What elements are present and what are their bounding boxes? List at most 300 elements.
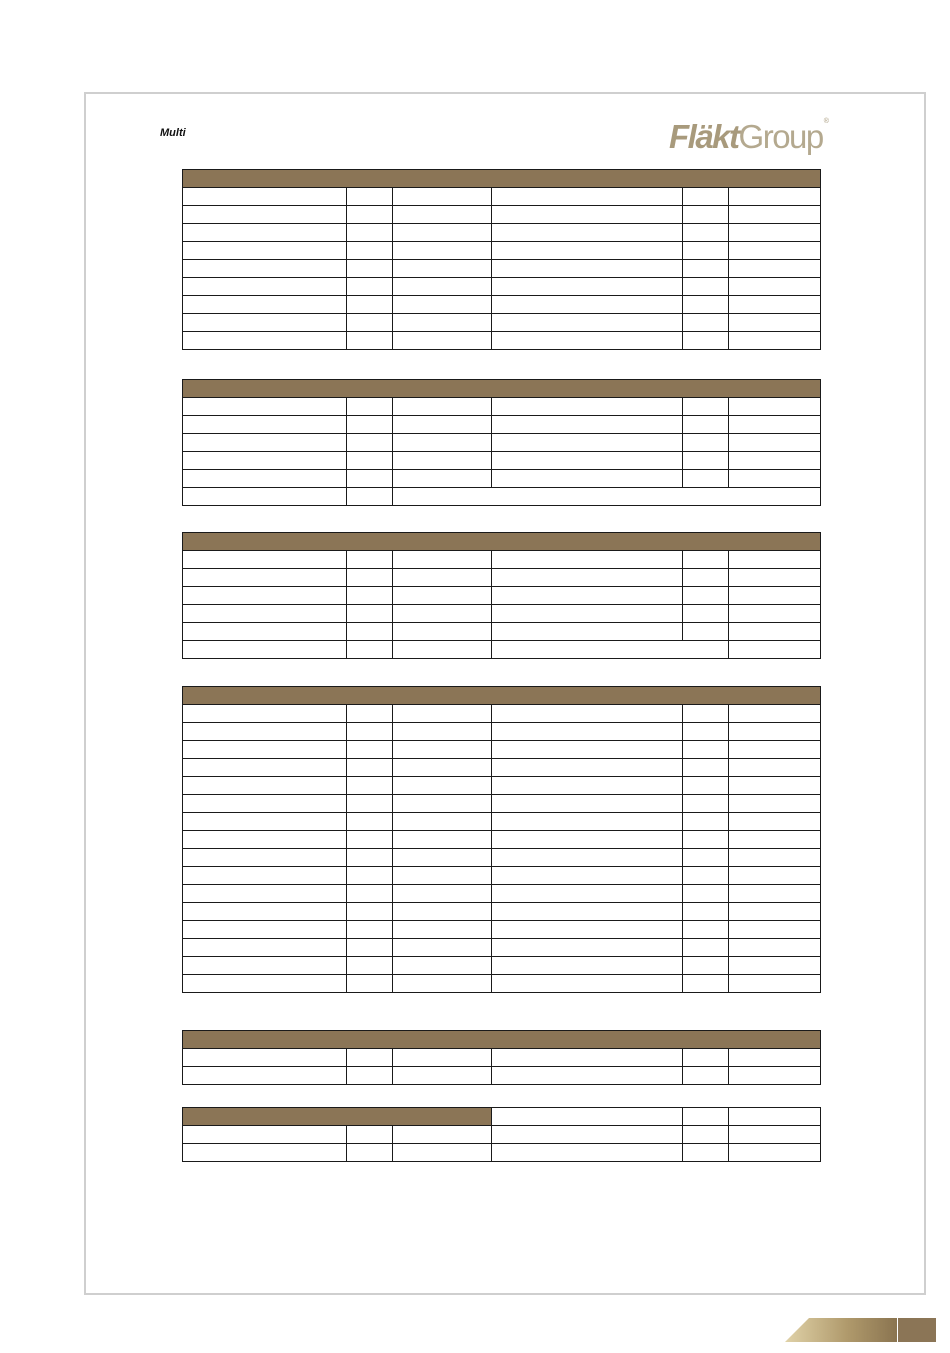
section-header-cell	[183, 1108, 492, 1126]
form-cell[interactable]	[729, 1049, 821, 1067]
form-cell[interactable]	[347, 470, 393, 488]
form-cell[interactable]	[183, 188, 347, 206]
form-row	[183, 296, 821, 314]
form-cell[interactable]	[347, 867, 393, 885]
form-cell[interactable]	[683, 278, 729, 296]
form-cell[interactable]	[492, 813, 683, 831]
form-cell[interactable]	[183, 705, 347, 723]
form-row	[183, 939, 821, 957]
form-cell[interactable]	[729, 777, 821, 795]
form-cell[interactable]	[183, 641, 347, 659]
form-cell[interactable]	[492, 416, 683, 434]
form-cell[interactable]	[729, 260, 821, 278]
form-cell[interactable]	[393, 957, 492, 975]
form-cell[interactable]	[492, 939, 683, 957]
form-cell[interactable]	[393, 587, 492, 605]
form-cell[interactable]	[347, 831, 393, 849]
form-cell[interactable]	[683, 723, 729, 741]
form-cell[interactable]	[683, 332, 729, 350]
form-cell[interactable]	[683, 1126, 729, 1144]
form-cell[interactable]	[347, 416, 393, 434]
form-cell[interactable]	[729, 759, 821, 777]
form-cell[interactable]	[393, 488, 821, 506]
form-cell[interactable]	[729, 705, 821, 723]
section-header-bar	[183, 533, 821, 551]
form-cell[interactable]	[393, 332, 492, 350]
form-cell[interactable]	[347, 332, 393, 350]
form-cell[interactable]	[683, 1144, 729, 1162]
form-cell[interactable]	[492, 623, 683, 641]
form-cell[interactable]	[683, 470, 729, 488]
form-cell[interactable]	[183, 206, 347, 224]
form-cell[interactable]	[393, 569, 492, 587]
form-cell[interactable]	[183, 1144, 347, 1162]
form-cell[interactable]	[492, 1049, 683, 1067]
form-row	[183, 741, 821, 759]
section-3-table	[182, 532, 821, 659]
form-cell[interactable]	[347, 723, 393, 741]
form-cell[interactable]	[492, 332, 683, 350]
section-header-bar	[183, 687, 821, 705]
form-row	[183, 921, 821, 939]
form-cell[interactable]	[729, 242, 821, 260]
form-cell[interactable]	[183, 975, 347, 993]
form-cell[interactable]	[393, 260, 492, 278]
form-cell[interactable]	[492, 242, 683, 260]
form-cell[interactable]	[347, 452, 393, 470]
logo-wordmark-light: Group	[738, 118, 823, 155]
form-cell[interactable]	[492, 903, 683, 921]
form-row	[183, 623, 821, 641]
form-cell[interactable]	[183, 957, 347, 975]
form-cell[interactable]	[393, 777, 492, 795]
form-cell[interactable]	[183, 569, 347, 587]
form-cell[interactable]	[393, 759, 492, 777]
page-corner-tab	[785, 1318, 897, 1342]
form-cell[interactable]	[729, 332, 821, 350]
form-cell[interactable]	[492, 551, 683, 569]
form-cell[interactable]	[347, 849, 393, 867]
section-6-table	[182, 1107, 821, 1162]
form-cell[interactable]	[347, 903, 393, 921]
form-cell[interactable]	[183, 470, 347, 488]
form-cell[interactable]	[492, 434, 683, 452]
form-cell[interactable]	[183, 867, 347, 885]
form-cell[interactable]	[492, 188, 683, 206]
form-cell[interactable]	[393, 623, 492, 641]
form-cell[interactable]	[729, 641, 821, 659]
form-cell[interactable]	[183, 759, 347, 777]
form-cell[interactable]	[393, 939, 492, 957]
form-cell[interactable]	[683, 903, 729, 921]
form-cell[interactable]	[347, 260, 393, 278]
form-cell[interactable]	[393, 224, 492, 242]
form-cell[interactable]	[393, 867, 492, 885]
form-cell[interactable]	[683, 242, 729, 260]
form-cell[interactable]	[347, 759, 393, 777]
section-4-table	[182, 686, 821, 993]
form-cell[interactable]	[683, 605, 729, 623]
form-cell[interactable]	[729, 296, 821, 314]
form-cell[interactable]	[683, 759, 729, 777]
form-cell[interactable]	[492, 723, 683, 741]
form-cell[interactable]	[347, 641, 393, 659]
form-cell[interactable]	[492, 278, 683, 296]
form-cell[interactable]	[492, 867, 683, 885]
form-cell[interactable]	[183, 921, 347, 939]
form-cell[interactable]	[683, 1067, 729, 1085]
section-header-bar	[183, 1108, 821, 1126]
form-cell[interactable]	[683, 551, 729, 569]
form-row	[183, 332, 821, 350]
form-row	[183, 957, 821, 975]
form-cell[interactable]	[492, 224, 683, 242]
section-header-cell	[183, 380, 821, 398]
form-cell[interactable]	[347, 488, 393, 506]
form-cell[interactable]	[683, 1049, 729, 1067]
form-row	[183, 795, 821, 813]
form-cell[interactable]	[347, 296, 393, 314]
form-row	[183, 278, 821, 296]
form-cell[interactable]	[183, 224, 347, 242]
logo-wordmark-bold: Fläkt	[669, 118, 739, 155]
form-row	[183, 1144, 821, 1162]
form-row	[183, 398, 821, 416]
form-cell[interactable]	[183, 296, 347, 314]
form-cell[interactable]	[183, 831, 347, 849]
form-cell[interactable]	[492, 795, 683, 813]
form-cell[interactable]	[492, 957, 683, 975]
form-row	[183, 488, 821, 506]
form-row	[183, 1049, 821, 1067]
form-cell[interactable]	[393, 242, 492, 260]
form-cell[interactable]	[393, 1049, 492, 1067]
form-cell[interactable]	[183, 332, 347, 350]
form-cell[interactable]	[729, 1108, 821, 1126]
form-cell[interactable]	[393, 795, 492, 813]
form-row	[183, 206, 821, 224]
form-cell[interactable]	[393, 813, 492, 831]
form-cell[interactable]	[492, 260, 683, 278]
form-cell[interactable]	[729, 939, 821, 957]
form-cell[interactable]	[183, 939, 347, 957]
form-cell[interactable]	[492, 885, 683, 903]
form-cell[interactable]	[183, 551, 347, 569]
form-row	[183, 569, 821, 587]
form-cell[interactable]	[683, 434, 729, 452]
form-cell[interactable]	[492, 206, 683, 224]
form-cell[interactable]	[183, 416, 347, 434]
form-cell[interactable]	[729, 1126, 821, 1144]
form-row	[183, 849, 821, 867]
form-cell[interactable]	[393, 921, 492, 939]
section-header-cell	[183, 1031, 821, 1049]
form-cell[interactable]	[683, 296, 729, 314]
form-cell[interactable]	[183, 795, 347, 813]
form-row	[183, 434, 821, 452]
form-cell[interactable]	[393, 641, 492, 659]
form-cell[interactable]	[393, 741, 492, 759]
form-cell[interactable]	[683, 939, 729, 957]
form-cell[interactable]	[492, 777, 683, 795]
form-cell[interactable]	[492, 921, 683, 939]
form-cell[interactable]	[683, 741, 729, 759]
form-cell[interactable]	[347, 1067, 393, 1085]
form-cell[interactable]	[347, 885, 393, 903]
form-cell[interactable]	[683, 260, 729, 278]
form-cell[interactable]	[393, 434, 492, 452]
form-cell[interactable]	[683, 705, 729, 723]
form-cell[interactable]	[683, 224, 729, 242]
form-row	[183, 903, 821, 921]
form-cell[interactable]	[393, 1067, 492, 1085]
form-cell[interactable]	[729, 470, 821, 488]
form-cell[interactable]	[393, 975, 492, 993]
form-cell[interactable]	[683, 849, 729, 867]
form-row	[183, 314, 821, 332]
form-cell[interactable]	[729, 957, 821, 975]
form-cell[interactable]	[729, 605, 821, 623]
form-cell[interactable]	[683, 957, 729, 975]
form-cell[interactable]	[347, 587, 393, 605]
form-row	[183, 416, 821, 434]
form-cell[interactable]	[492, 398, 683, 416]
form-row	[183, 605, 821, 623]
form-cell[interactable]	[729, 452, 821, 470]
form-cell[interactable]	[393, 470, 492, 488]
form-cell[interactable]	[729, 885, 821, 903]
form-cell[interactable]	[393, 206, 492, 224]
form-cell[interactable]	[729, 831, 821, 849]
form-cell[interactable]	[729, 795, 821, 813]
form-cell[interactable]	[347, 795, 393, 813]
form-cell[interactable]	[729, 741, 821, 759]
form-cell[interactable]	[347, 314, 393, 332]
form-cell[interactable]	[683, 1108, 729, 1126]
form-cell[interactable]	[393, 416, 492, 434]
form-cell[interactable]	[183, 849, 347, 867]
form-cell[interactable]	[393, 398, 492, 416]
form-cell[interactable]	[729, 416, 821, 434]
form-cell[interactable]	[183, 278, 347, 296]
form-row	[183, 885, 821, 903]
form-cell[interactable]	[393, 278, 492, 296]
form-cell[interactable]	[183, 260, 347, 278]
flaktgroup-logo	[669, 118, 829, 156]
form-cell[interactable]	[347, 278, 393, 296]
form-cell[interactable]	[492, 1067, 683, 1085]
form-row	[183, 551, 821, 569]
form-cell[interactable]	[729, 569, 821, 587]
form-cell[interactable]	[347, 813, 393, 831]
form-cell[interactable]	[492, 569, 683, 587]
form-cell[interactable]	[729, 975, 821, 993]
form-cell[interactable]	[683, 777, 729, 795]
form-cell[interactable]	[347, 206, 393, 224]
form-cell[interactable]	[183, 587, 347, 605]
section-2-table	[182, 379, 821, 506]
form-cell[interactable]	[683, 188, 729, 206]
form-cell[interactable]	[183, 777, 347, 795]
form-cell[interactable]	[183, 1126, 347, 1144]
form-cell[interactable]	[492, 296, 683, 314]
form-cell[interactable]	[492, 1144, 683, 1162]
form-cell[interactable]	[347, 777, 393, 795]
form-cell[interactable]	[183, 741, 347, 759]
form-cell[interactable]	[183, 488, 347, 506]
form-cell[interactable]	[393, 885, 492, 903]
form-row	[183, 723, 821, 741]
form-cell[interactable]	[492, 1108, 683, 1126]
form-cell[interactable]	[683, 867, 729, 885]
form-cell[interactable]	[347, 242, 393, 260]
form-cell[interactable]	[393, 1126, 492, 1144]
form-cell[interactable]	[683, 206, 729, 224]
form-row	[183, 867, 821, 885]
form-cell[interactable]	[683, 398, 729, 416]
form-cell[interactable]	[393, 1144, 492, 1162]
form-cell[interactable]	[183, 885, 347, 903]
form-cell[interactable]	[393, 605, 492, 623]
form-cell[interactable]	[393, 849, 492, 867]
document-label: Multi	[160, 127, 186, 139]
form-cell[interactable]	[492, 470, 683, 488]
form-cell[interactable]	[347, 623, 393, 641]
form-row	[183, 1067, 821, 1085]
form-cell[interactable]	[683, 975, 729, 993]
form-cell[interactable]	[183, 1049, 347, 1067]
form-cell[interactable]	[492, 1126, 683, 1144]
form-cell[interactable]	[492, 741, 683, 759]
form-cell[interactable]	[683, 831, 729, 849]
form-cell[interactable]	[492, 831, 683, 849]
form-cell[interactable]	[729, 278, 821, 296]
form-cell[interactable]	[492, 849, 683, 867]
form-cell[interactable]	[683, 452, 729, 470]
form-cell[interactable]	[183, 398, 347, 416]
form-row	[183, 777, 821, 795]
form-cell[interactable]	[729, 551, 821, 569]
form-row	[183, 587, 821, 605]
form-cell[interactable]	[729, 867, 821, 885]
form-row	[183, 260, 821, 278]
form-cell[interactable]	[683, 623, 729, 641]
form-cell[interactable]	[492, 705, 683, 723]
form-cell[interactable]	[683, 569, 729, 587]
form-cell[interactable]	[347, 188, 393, 206]
section-5-table	[182, 1030, 821, 1085]
form-cell[interactable]	[729, 921, 821, 939]
form-cell[interactable]	[492, 975, 683, 993]
form-cell[interactable]	[183, 434, 347, 452]
form-row	[183, 1126, 821, 1144]
form-cell[interactable]	[347, 551, 393, 569]
form-cell[interactable]	[393, 551, 492, 569]
form-cell[interactable]	[492, 314, 683, 332]
form-cell[interactable]	[347, 398, 393, 416]
form-cell[interactable]	[347, 605, 393, 623]
form-cell[interactable]	[683, 885, 729, 903]
form-cell[interactable]	[729, 1144, 821, 1162]
form-cell[interactable]	[393, 452, 492, 470]
form-cell[interactable]	[347, 1049, 393, 1067]
section-header-cell	[183, 533, 821, 551]
form-row	[183, 242, 821, 260]
form-cell[interactable]	[183, 452, 347, 470]
form-cell[interactable]	[347, 975, 393, 993]
form-cell[interactable]	[729, 188, 821, 206]
form-cell[interactable]	[393, 723, 492, 741]
form-cell[interactable]	[683, 921, 729, 939]
form-cell[interactable]	[729, 723, 821, 741]
form-cell[interactable]	[683, 416, 729, 434]
form-cell[interactable]	[683, 314, 729, 332]
form-cell[interactable]	[347, 1126, 393, 1144]
form-cell[interactable]	[729, 398, 821, 416]
form-cell[interactable]	[683, 795, 729, 813]
form-cell[interactable]	[729, 206, 821, 224]
form-cell[interactable]	[183, 623, 347, 641]
form-cell[interactable]	[347, 957, 393, 975]
form-cell[interactable]	[729, 813, 821, 831]
form-cell[interactable]	[492, 587, 683, 605]
form-cell[interactable]	[729, 849, 821, 867]
form-row	[183, 188, 821, 206]
page-number-box	[898, 1318, 936, 1342]
form-cell[interactable]	[347, 741, 393, 759]
form-cell[interactable]	[729, 314, 821, 332]
form-cell[interactable]	[393, 188, 492, 206]
form-row	[183, 813, 821, 831]
form-row	[183, 759, 821, 777]
form-cell[interactable]	[347, 569, 393, 587]
form-row	[183, 975, 821, 993]
form-cell[interactable]	[492, 452, 683, 470]
form-cell[interactable]	[492, 641, 729, 659]
form-cell[interactable]	[729, 903, 821, 921]
form-cell[interactable]	[183, 813, 347, 831]
form-cell[interactable]	[347, 1144, 393, 1162]
form-cell[interactable]	[393, 296, 492, 314]
form-cell[interactable]	[729, 1067, 821, 1085]
form-cell[interactable]	[492, 605, 683, 623]
section-header-cell	[183, 170, 821, 188]
form-cell[interactable]	[347, 224, 393, 242]
form-cell[interactable]	[729, 224, 821, 242]
form-cell[interactable]	[347, 434, 393, 452]
form-cell[interactable]	[183, 1067, 347, 1085]
form-cell[interactable]	[393, 903, 492, 921]
form-cell[interactable]	[393, 831, 492, 849]
form-cell[interactable]	[347, 939, 393, 957]
form-cell[interactable]	[729, 587, 821, 605]
form-cell[interactable]	[183, 242, 347, 260]
form-cell[interactable]	[729, 434, 821, 452]
form-cell[interactable]	[347, 921, 393, 939]
form-cell[interactable]	[492, 759, 683, 777]
form-cell[interactable]	[683, 813, 729, 831]
form-cell[interactable]	[393, 314, 492, 332]
form-cell[interactable]	[183, 723, 347, 741]
form-cell[interactable]	[683, 587, 729, 605]
form-cell[interactable]	[183, 903, 347, 921]
form-row	[183, 452, 821, 470]
form-cell[interactable]	[183, 605, 347, 623]
form-cell[interactable]	[729, 623, 821, 641]
form-cell[interactable]	[183, 314, 347, 332]
form-cell[interactable]	[347, 705, 393, 723]
form-cell[interactable]	[393, 705, 492, 723]
